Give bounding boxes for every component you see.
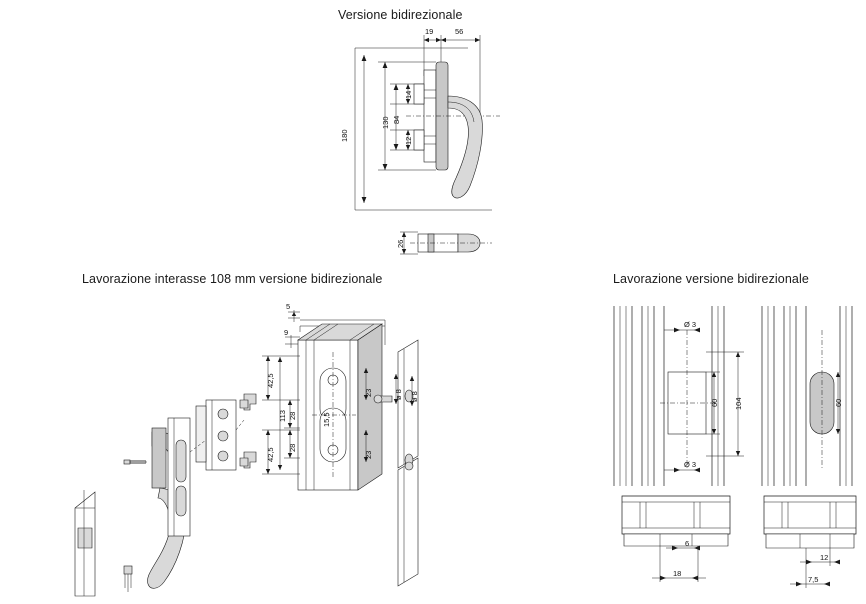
dim-right-d3-bottom: Ø 3	[684, 460, 697, 469]
dim-right-6: 6	[685, 539, 690, 548]
dim-top-56: 56	[455, 27, 464, 36]
dim-left-28-bottom: 28	[288, 443, 297, 452]
dim-right-60-right: 60	[834, 398, 843, 407]
dim-left-5: 5	[286, 302, 291, 311]
dim-left-425-bottom: 42,5	[266, 447, 275, 462]
dim-top-19: 19	[425, 27, 434, 36]
dim-left-113: 113	[278, 410, 287, 422]
dim-left-d8-top: ø 8	[394, 389, 403, 400]
dim-right-60-left: 60	[710, 398, 719, 407]
dim-right-12: 12	[820, 553, 829, 562]
dim-right-18: 18	[673, 569, 682, 578]
dim-left-28-top: 28	[288, 411, 297, 420]
dim-top-130: 130	[381, 116, 390, 129]
dim-left-23-bottom: 23	[364, 450, 373, 459]
dim-left-425-top: 42,5	[266, 373, 275, 388]
dim-top-12: 12	[404, 136, 413, 145]
dim-left-d8-bottom: ø 8	[410, 391, 419, 402]
dim-right-104: 104	[734, 397, 743, 410]
dim-top-180: 180	[340, 129, 349, 142]
dim-left-155: 15,5	[322, 412, 331, 427]
dim-right-d3-top: Ø 3	[684, 320, 697, 329]
caption-right-view: Lavorazione versione bidirezionale	[613, 272, 809, 286]
dim-right-75: 7,5	[808, 575, 819, 584]
dim-top-14: 14	[404, 90, 413, 99]
dim-top-84: 84	[392, 115, 401, 124]
dim-left-9: 9	[284, 328, 289, 337]
caption-left-view: Lavorazione interasse 108 mm versione bidirezionale	[82, 272, 383, 286]
dim-left-23-top: 23	[364, 388, 373, 397]
caption-top-view: Versione bidirezionale	[338, 8, 463, 22]
dim-top-26: 26	[396, 239, 405, 248]
